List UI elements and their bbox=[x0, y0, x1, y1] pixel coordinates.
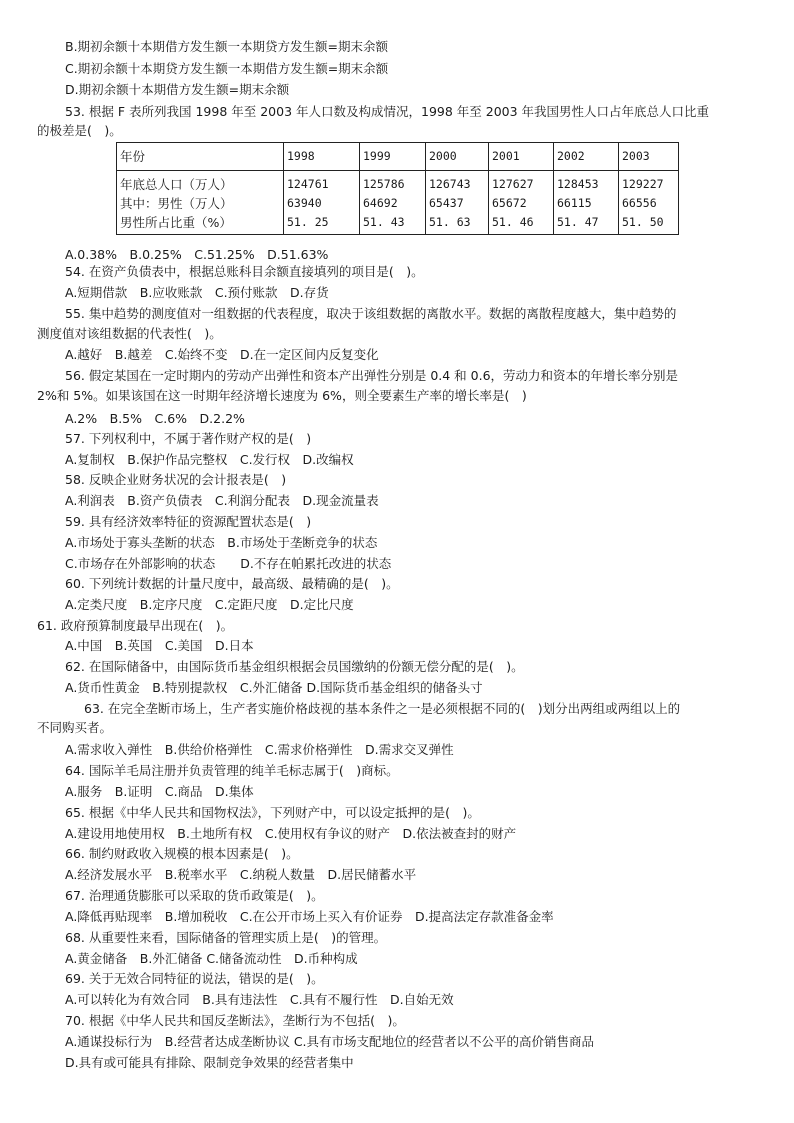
total-value: 129227 bbox=[622, 177, 664, 191]
data-cell-2003 bbox=[619, 171, 679, 235]
q69-stem: 69. 关于无效合同特征的说法，错误的是( )。 bbox=[65, 971, 324, 986]
q56-options: A.2% B.5% C.6% D.2.2% bbox=[65, 411, 245, 426]
share-value: 51. 47 bbox=[557, 215, 599, 229]
table-data-row bbox=[117, 171, 679, 235]
male-value: 66556 bbox=[622, 196, 657, 210]
q66-options: A.经济发展水平 B.税率水平 C.纳税人数量 D.居民储蓄水平 bbox=[65, 867, 417, 882]
row-label-male: 其中：男性（万人） bbox=[120, 196, 233, 211]
q52-option-d: D.期初余额十本期借方发生额=期末余额 bbox=[65, 82, 290, 97]
male-value: 65672 bbox=[492, 196, 527, 210]
q52-option-c: C.期初余额十本期贷方发生额一本期借方发生额=期末余额 bbox=[65, 61, 389, 76]
q68-stem: 68. 从重要性来看，国际储备的管理实质上是( )的管理。 bbox=[65, 930, 387, 945]
year-cell: 2003 bbox=[619, 143, 679, 171]
male-value: 63940 bbox=[287, 196, 322, 210]
q53-stem-cont: 的极差是( )。 bbox=[37, 123, 122, 138]
total-value: 127627 bbox=[492, 177, 534, 191]
row-labels bbox=[117, 171, 284, 235]
q52-option-b: B.期初余额十本期借方发生额一本期贷方发生额=期末余额 bbox=[65, 39, 389, 54]
data-cell-2000 bbox=[426, 171, 489, 235]
q69-options: A.可以转化为有效合同 B.具有违法性 C.具有不履行性 D.自始无效 bbox=[65, 992, 454, 1007]
q70-stem: 70. 根据《中华人民共和国反垄断法》，垄断行为不包括( )。 bbox=[65, 1013, 405, 1028]
q56-stem: 56. 假定某国在一定时期内的劳动产出弹性和资本产出弹性分别是 0.4 和 0.6，劳动力和资本的年增长率分别是 bbox=[65, 368, 679, 383]
year-cell: 1999 bbox=[360, 143, 426, 171]
total-value: 125786 bbox=[363, 177, 405, 191]
year-cell: 2001 bbox=[489, 143, 554, 171]
q63-options: A.需求收入弹性 B.供给价格弹性 C.需求价格弹性 D.需求交叉弹性 bbox=[65, 742, 454, 757]
q59-stem: 59. 具有经济效率特征的资源配置状态是( ) bbox=[65, 514, 312, 529]
q68-options: A.黄金储备 B.外汇储备 C.储备流动性 D.币种构成 bbox=[65, 951, 358, 966]
q67-stem: 67. 治理通货膨胀可以采取的货币政策是( )。 bbox=[65, 888, 324, 903]
male-value: 66115 bbox=[557, 196, 592, 210]
q63-stem-cont: 不同购买者。 bbox=[37, 720, 113, 735]
share-value: 51. 43 bbox=[363, 215, 405, 229]
q70-options-d: D.具有或可能具有排除、限制竞争效果的经营者集中 bbox=[65, 1055, 354, 1070]
year-cell: 2000 bbox=[426, 143, 489, 171]
total-value: 128453 bbox=[557, 177, 599, 191]
population-table bbox=[116, 142, 679, 235]
q57-options: A.复制权 B.保护作品完整权 C.发行权 D.改编权 bbox=[65, 452, 354, 467]
q58-options: A.利润表 B.资产负债表 C.利润分配表 D.现金流量表 bbox=[65, 493, 379, 508]
q66-stem: 66. 制约财政收入规模的根本因素是( )。 bbox=[65, 846, 299, 861]
q64-options: A.服务 B.证明 C.商品 D.集体 bbox=[65, 784, 254, 799]
q70-options-abc: A.通谋投标行为 B.经营者达成垄断协议 C.具有市场支配地位的经营者以不公平的高价销售商品 bbox=[65, 1034, 595, 1049]
q59-options-cd: C.市场存在外部影响的状态 D.不存在帕累托改进的状态 bbox=[65, 556, 392, 571]
year-cell: 1998 bbox=[284, 143, 360, 171]
q63-stem: 63. 在完全垄断市场上，生产者实施价格歧视的基本条件之一是必须根据不同的( )划分出两组或两组以上的 bbox=[84, 701, 681, 716]
q55-stem-cont: 测度值对该组数据的代表性( )。 bbox=[37, 326, 222, 341]
share-value: 51. 46 bbox=[492, 215, 534, 229]
q65-options: A.建设用地使用权 B.土地所有权 C.使用权有争议的财产 D.依法被查封的财产 bbox=[65, 826, 517, 841]
row-label-total: 年底总人口（万人） bbox=[120, 177, 233, 192]
total-value: 124761 bbox=[287, 177, 329, 191]
male-value: 65437 bbox=[429, 196, 464, 210]
total-value: 126743 bbox=[429, 177, 471, 191]
table-header-row bbox=[117, 143, 679, 171]
data-cell-1999 bbox=[360, 171, 426, 235]
share-value: 51. 63 bbox=[429, 215, 471, 229]
q56-stem-cont: 2%和 5%。如果该国在这一时期年经济增长速度为 6%，则全要素生产率的增长率是( ) bbox=[37, 388, 527, 403]
q60-stem: 60. 下列统计数据的计量尺度中，最高级、最精确的是( )。 bbox=[65, 576, 399, 591]
q65-stem: 65. 根据《中华人民共和国物权法》，下列财产中，可以设定抵押的是( )。 bbox=[65, 805, 480, 820]
q53-options: A.0.38% B.0.25% C.51.25% D.51.63% bbox=[65, 247, 329, 262]
q54-stem: 54. 在资产负债表中，根据总账科目余额直接填列的项目是( )。 bbox=[65, 264, 424, 279]
q64-stem: 64. 国际羊毛局注册并负责管理的纯羊毛标志属于( )商标。 bbox=[65, 763, 399, 778]
data-cell-2001 bbox=[489, 171, 554, 235]
q57-stem: 57. 下列权利中，不属于著作财产权的是( ) bbox=[65, 431, 312, 446]
q67-options: A.降低再贴现率 B.增加税收 C.在公开市场上买入有价证券 D.提高法定存款准备金率 bbox=[65, 909, 554, 924]
year-cell: 2002 bbox=[554, 143, 619, 171]
q58-stem: 58. 反映企业财务状况的会计报表是( ) bbox=[65, 472, 287, 487]
table-header-label: 年份 bbox=[117, 143, 284, 171]
q61-options: A.中国 B.英国 C.美国 D.日本 bbox=[65, 638, 254, 653]
share-value: 51. 25 bbox=[287, 215, 329, 229]
share-value: 51. 50 bbox=[622, 215, 664, 229]
q54-options: A.短期借款 B.应收账款 C.预付账款 D.存货 bbox=[65, 285, 329, 300]
q61-stem: 61. 政府预算制度最早出现在( )。 bbox=[37, 618, 234, 633]
male-value: 64692 bbox=[363, 196, 398, 210]
q60-options: A.定类尺度 B.定序尺度 C.定距尺度 D.定比尺度 bbox=[65, 597, 354, 612]
row-label-share: 男性所占比重（%） bbox=[120, 215, 232, 230]
data-cell-1998 bbox=[284, 171, 360, 235]
q53-stem: 53. 根据 F 表所列我国 1998 年至 2003 年人口数及构成情况，1998 年至 2003 年我国男性人口占年底总人口比重 bbox=[65, 104, 710, 119]
q62-options: A.货币性黄金 B.特别提款权 C.外汇储备 D.国际货币基金组织的储备头寸 bbox=[65, 680, 483, 695]
q59-options-ab: A.市场处于寡头垄断的状态 B.市场处于垄断竞争的状态 bbox=[65, 535, 378, 550]
q55-options: A.越好 B.越差 C.始终不变 D.在一定区间内反复变化 bbox=[65, 347, 379, 362]
data-cell-2002 bbox=[554, 171, 619, 235]
q55-stem: 55. 集中趋势的测度值对一组数据的代表程度，取决于该组数据的离散水平。数据的离散程度越大，集中趋势的 bbox=[65, 306, 677, 321]
q62-stem: 62. 在国际储备中，由国际货币基金组织根据会员国缴纳的份额无偿分配的是( )。 bbox=[65, 659, 524, 674]
